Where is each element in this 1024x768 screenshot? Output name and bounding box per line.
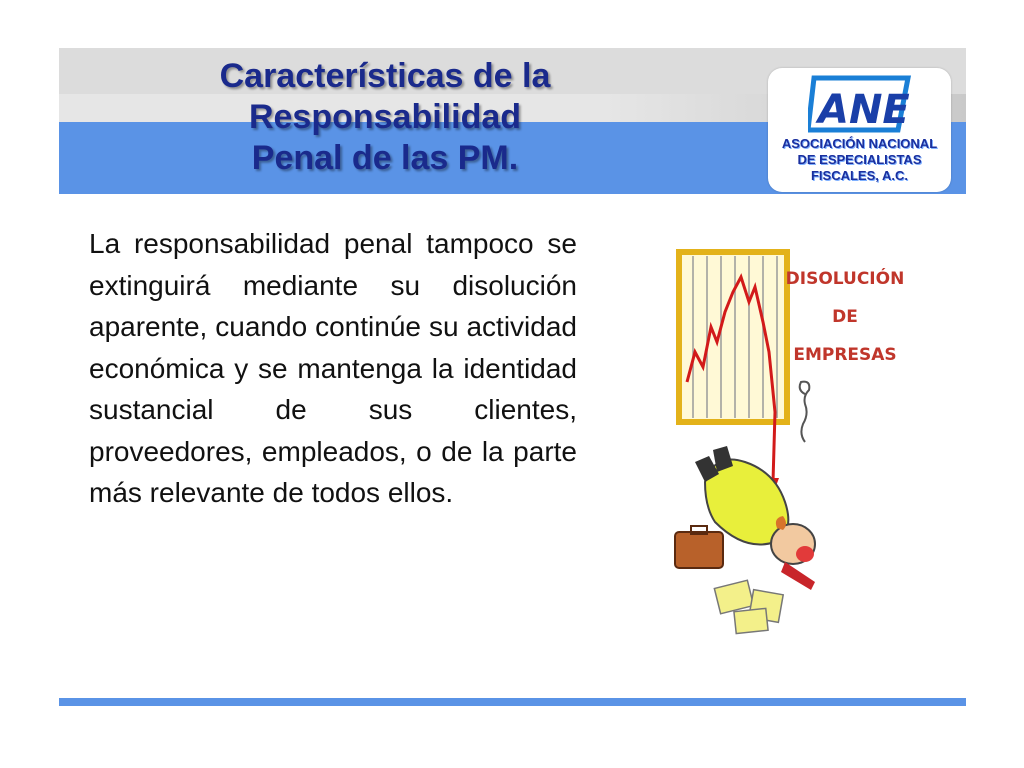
caption-line-1: DISOLUCIÓN: [785, 269, 905, 289]
slide-title-line-1: Características de la: [219, 57, 551, 95]
organization-logo: [768, 68, 951, 192]
logo-line-1: ASOCIACIÓN NACIONAL: [781, 136, 938, 151]
slide-title: [150, 56, 620, 179]
chart-board: [679, 252, 787, 422]
smoke-icon: [800, 382, 810, 442]
scattered-papers-icon: [714, 580, 783, 633]
ane-logo-icon: [808, 74, 912, 134]
body-paragraph: La responsabilidad penal tampoco se extinguirá mediante su disolución aparente, cuando continúe su actividad económica y se mantenga la identidad sustancial de sus clientes, proveedores, empleados, o de la parte más relevante de todos ellos.: [89, 228, 577, 508]
briefcase-icon: [675, 532, 723, 568]
slide-title-line-2: Responsabilidad: [248, 98, 522, 136]
business-collapse-illustration: [655, 232, 905, 637]
footer-rule: [59, 698, 966, 706]
caption-line-2: DE: [832, 307, 858, 327]
caption-line-3: EMPRESAS: [793, 345, 897, 365]
logo-line-2: DE ESPECIALISTAS: [797, 152, 922, 167]
logo-mark-text: ANE: [818, 87, 910, 133]
logo-org-name: [768, 136, 951, 184]
slide-title-line-3: Penal de las PM.: [251, 139, 519, 177]
logo-line-3: FISCALES, A.C.: [810, 168, 909, 183]
